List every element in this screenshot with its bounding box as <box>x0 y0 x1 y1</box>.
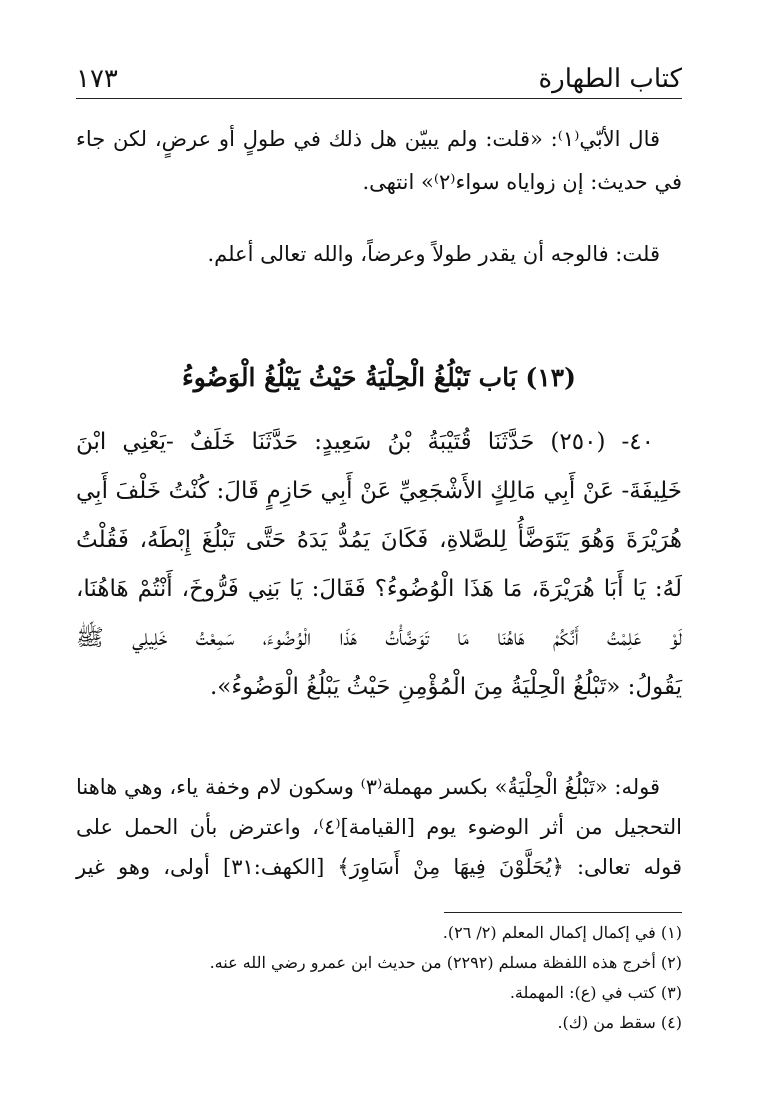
hadith-text <box>76 418 682 712</box>
footnote: (١) في إكمال إكمال المعلم (٢/ ٢٦). <box>442 923 682 942</box>
hadith-line: لَوْ عَلِمْتُ أَنَّكُمْ هَاهُنَا مَا تَوَضَّأْتُ هَذَا الْوُضُوءَ، سَمِعْتُ خَلِيلِي ﷺ <box>76 625 682 651</box>
book-title: كتاب الطهارة <box>538 64 682 94</box>
footnotes <box>76 918 682 1038</box>
hadith-line: هُرَيْرَةَ وَهُوَ يَتَوَضَّأُ لِلصَّلاةِ، فَكَانَ يَمُدُّ يَدَهُ حَتَّى تَبْلُغَ إِبْطَهُ، فَقُلْتُ <box>76 527 682 553</box>
intro-line: قال الأبّي⁽١⁾: «قلت: ولم يبيّن هل ذلك في طولٍ أو عرضٍ، لكن جاء <box>76 127 661 151</box>
intro-line: في حديث: إن زواياه سواء⁽٢⁾» انتهى. <box>362 170 682 194</box>
commentary-line: قوله: «تَبْلُغُ الْحِلْيَةُ» بكسر مهملة⁽٣⁾ وسكون لام وخفة ياء، وهي هاهنا <box>76 775 660 799</box>
conclusion-paragraph <box>76 233 682 276</box>
footnote-divider <box>444 912 682 913</box>
commentary-line: قوله تعالى: ﴿يُحَلَّوْنَ فِيهَا مِنْ أَسَاوِرَ﴾ [الكهف:٣١] أولى، وهو غير <box>76 855 683 879</box>
footnote: (٤) سقط من (ك). <box>557 1013 682 1032</box>
hadith-line: خَلِيفَةَ- عَنْ أَبِي مَالِكٍ الأَشْجَعِيِّ عَنْ أَبِي حَازِمٍ قَالَ: كُنْتُ خَلْفَ أَبِي <box>76 478 682 504</box>
footnote: (٢) أخرج هذه اللفظة مسلم (٢٢٩٢) من حديث ابن عمرو رضي الله عنه. <box>209 953 682 972</box>
page-number: ١٧٣ <box>76 64 118 94</box>
footnote: (٣) كتب في (ع): المهملة. <box>509 983 682 1002</box>
hadith-line: ٤٠- (٢٥٠) حَدَّثَنَا قُتَيْبَةُ بْنُ سَعِيدٍ: حَدَّثَنَا خَلَفٌ -يَعْنِي ابْنَ <box>76 429 654 455</box>
commentary-paragraph <box>76 767 682 887</box>
commentary-line: التحجيل من أثر الوضوء يوم [القيامة]⁽٤⁾، واعترض بأن الحمل على <box>76 815 682 839</box>
chapter-heading: (١٣) بَاب تَبْلُغُ الْحِلْيَةُ حَيْثُ يَبْلُغُ الْوَضُوءُ <box>182 363 576 392</box>
hadith-line: يَقُولُ: «تَبْلُغُ الْحِلْيَةُ مِنَ الْمُؤْمِنِ حَيْثُ يَبْلُغُ الْوَضُوءُ». <box>209 674 682 700</box>
hadith-line: لَهُ: يَا أَبَا هُرَيْرَةَ، مَا هَذَا الْوُضُوءُ؟ فَقَالَ: يَا بَنِي فَرُّوخَ، أَنْتُمْ هَاهُنَا، <box>76 576 682 602</box>
conclusion-line: قلت: فالوجه أن يقدر طولاً وعرضاً، والله تعالى أعلم. <box>207 242 660 266</box>
running-header <box>76 62 682 99</box>
intro-paragraph <box>76 118 682 204</box>
